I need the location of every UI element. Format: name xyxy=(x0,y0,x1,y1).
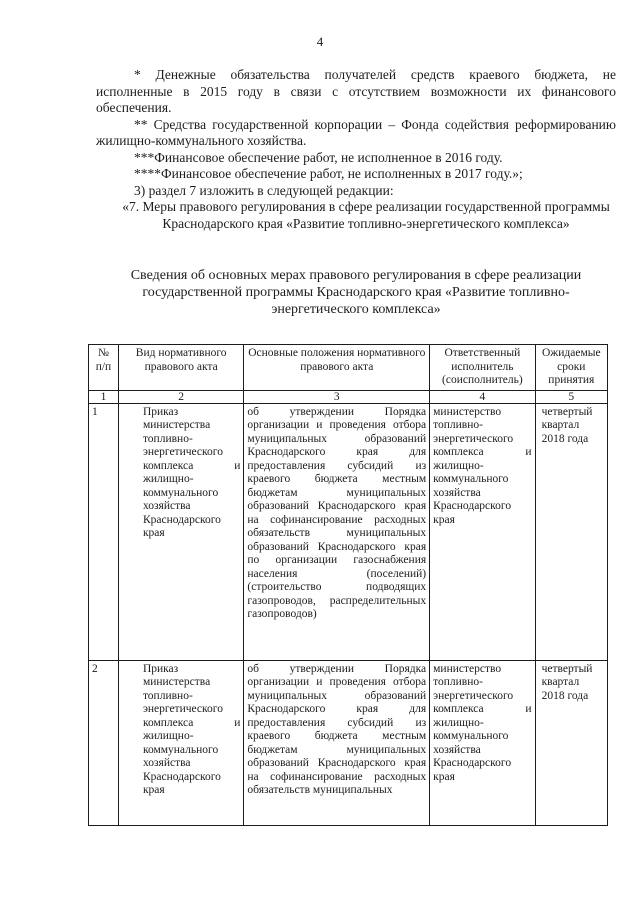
header-num: № п/п xyxy=(89,345,119,391)
footnote-4: ****Финансовое обеспечение работ, не исполненных в 2017 году.»; xyxy=(134,166,523,181)
table-heading: Сведения об основных мерах правового регулирования в сфере реализации государственной программы Краснодарского края «Развитие топливно-энергетического комплекса» xyxy=(130,268,582,317)
footnote-3: ***Финансовое обеспечение работ, не исполненное в 2016 году. xyxy=(134,149,503,165)
row-number: 1 xyxy=(89,403,119,660)
table-row xyxy=(89,403,608,660)
section-title: «7. Меры правового регулирования в сфере реализации государственной программы Краснодарского края «Развитие топливно-энергетического комплекса» xyxy=(122,199,610,231)
column-number: 5 xyxy=(535,390,607,403)
header-executor: Ответственный исполнитель (соисполнитель) xyxy=(430,345,535,391)
footnote-2: ** Средства государственной корпорации – Фонда содействия реформированию жилищно-коммунального хозяйства. xyxy=(96,116,616,148)
header-deadline: Ожидаемые сроки принятия xyxy=(535,345,607,391)
footnote-1: * Денежные обязательства получателей средств краевого бюджета, не исполненные в 2015 году в связи с отсутствием возможности их финансового обеспечения. xyxy=(96,67,616,115)
executor-cell: министерство топливно-энергетического комплекса и жилищно-коммунального хозяйства Краснодарского края xyxy=(430,403,535,660)
column-number: 3 xyxy=(244,390,430,403)
row-number: 2 xyxy=(89,660,119,825)
amendment-instruction: 3) раздел 7 изложить в следующей редакции: xyxy=(134,182,394,198)
table-header-row xyxy=(89,345,608,391)
deadline-cell: четвертый квартал 2018 года xyxy=(535,403,607,660)
column-number: 2 xyxy=(118,390,243,403)
header-provisions: Основные положения нормативного правового акта xyxy=(244,345,430,391)
act-type-cell: Приказ министерства топливно-энергетического комплекса и жилищно-коммунального хозяйства Краснодарского края xyxy=(118,403,243,660)
deadline-cell: четвертый квартал 2018 года xyxy=(535,660,607,825)
executor-cell: министерство топливно-энергетического комплекса и жилищно-коммунального хозяйства Краснодарского края xyxy=(430,660,535,825)
measures-table xyxy=(88,344,608,826)
header-act-type: Вид нормативного правового акта xyxy=(118,345,243,391)
provisions-cell: об утверждении Порядка организации и проведения отбора муниципальных образований Краснодарского края для предоставления субсидий из краевого бюджета местным бюджетам муниципальных образований Краснодарского края на софинансирование расходных обязательств муниципальных образований Краснодарского края по организации газоснабжения населения (поселений) (строительство подводящих газопроводов, распределительных газопроводов) xyxy=(244,403,430,660)
column-number: 1 xyxy=(89,390,119,403)
column-number-row xyxy=(89,390,608,403)
page-number: 4 xyxy=(316,34,324,49)
table-row xyxy=(89,660,608,825)
footnotes-block xyxy=(96,67,616,232)
provisions-cell: об утверждении Порядка организации и проведения отбора муниципальных образований Краснодарского края для предоставления субсидий из краевого бюджета местным бюджетам муниципальных образований Краснодарского края на софинансирование расходных обязательств муниципальных xyxy=(244,660,430,825)
column-number: 4 xyxy=(430,390,535,403)
act-type-cell: Приказ министерства топливно-энергетического комплекса и жилищно-коммунального хозяйства Краснодарского края xyxy=(118,660,243,825)
